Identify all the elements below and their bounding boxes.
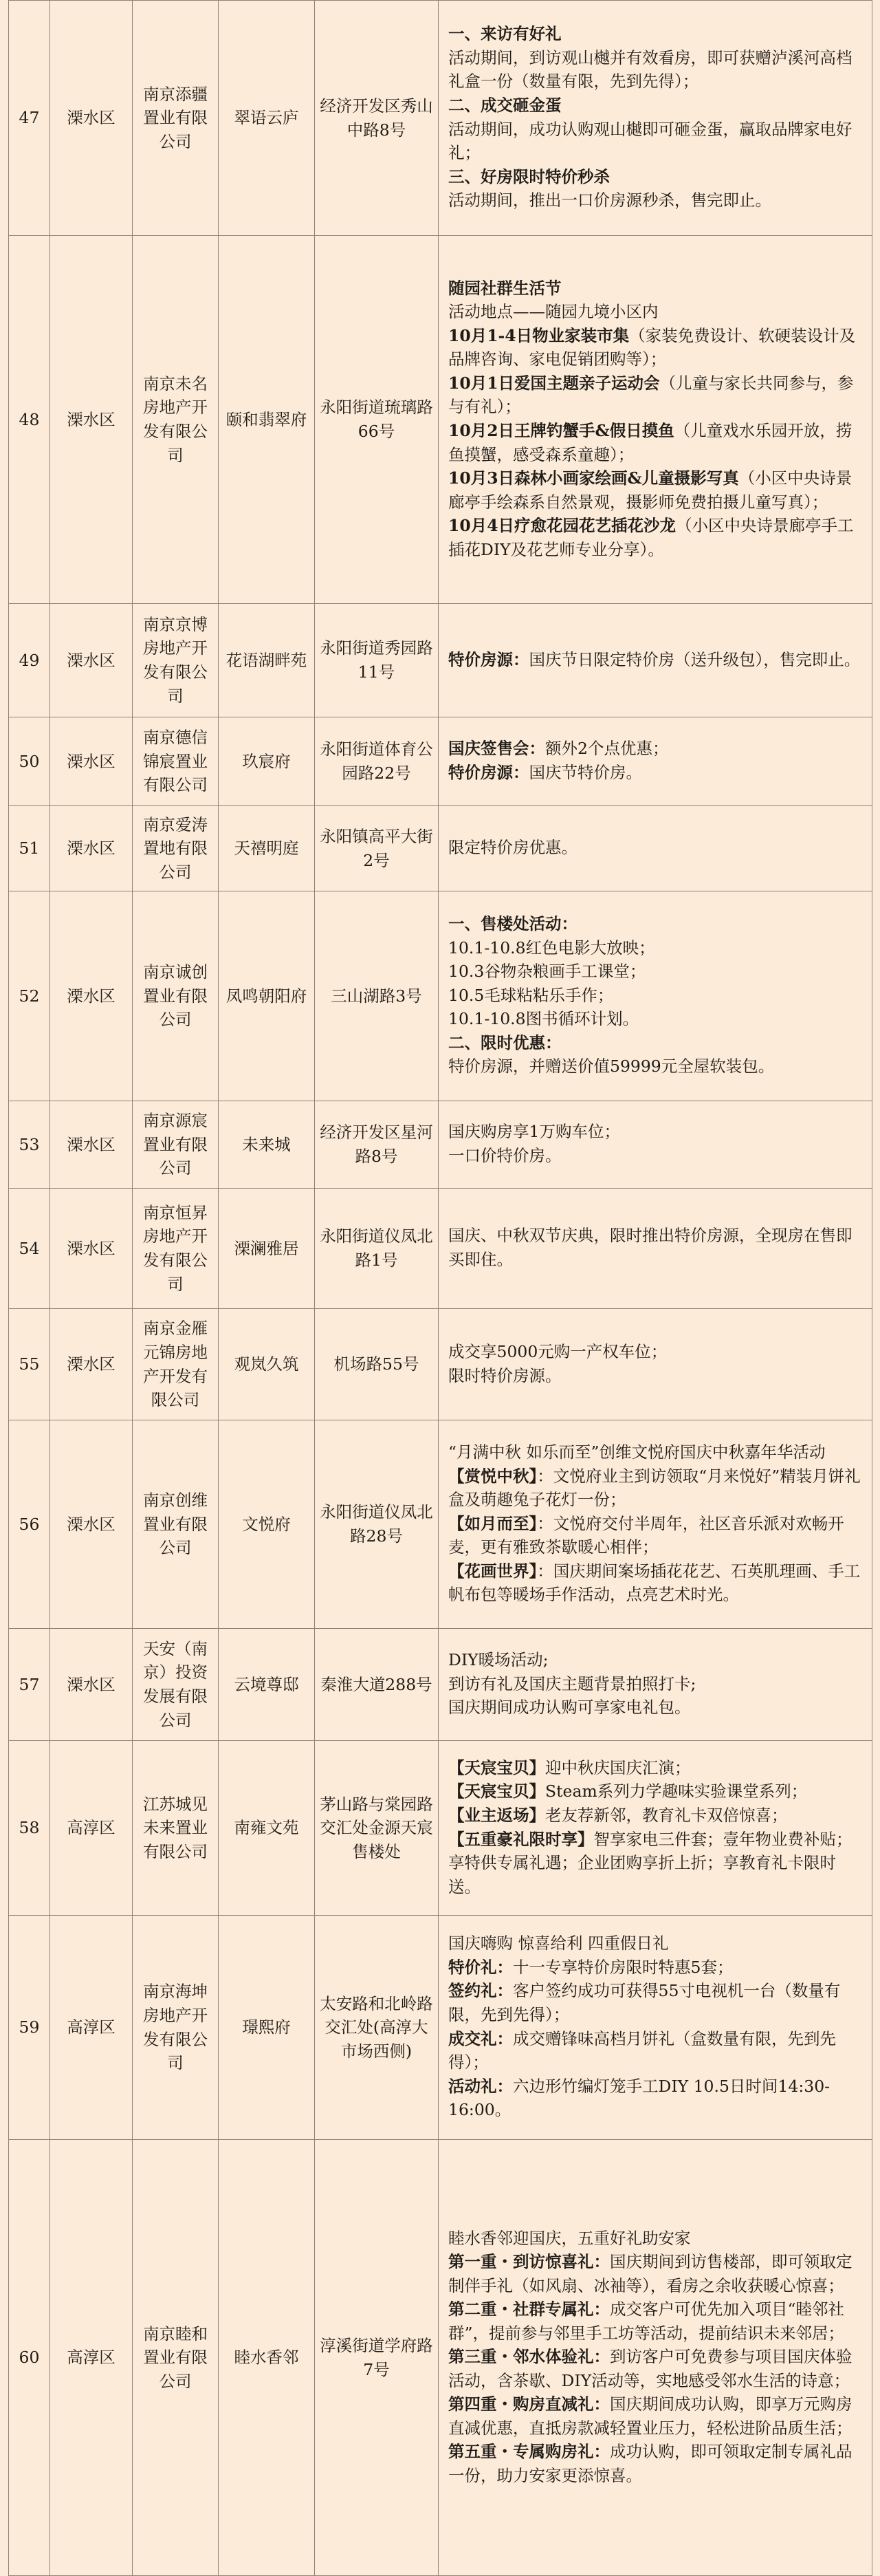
activity-text: Steam系列力学趣味实验课堂系列；	[545, 1782, 808, 1801]
activity-line	[448, 2297, 865, 2345]
company-cell: 南京海坤房地产开发有限公司	[133, 1916, 219, 2140]
activity-line	[448, 94, 865, 118]
activity-heading-text: 10月2日王牌钓蟹手&假日摸鱼	[448, 421, 674, 440]
activity-line	[448, 984, 865, 1008]
project-name-cell: 观岚久筑	[219, 1309, 315, 1420]
activity-text: （儿童戏水乐园开放，捞鱼摸蟹，感受森系童趣）；	[448, 421, 852, 464]
activity-content-cell	[439, 1629, 872, 1741]
activity-content-cell	[439, 236, 872, 604]
activity-line	[448, 1672, 865, 1696]
activity-line	[448, 1648, 865, 1672]
address-cell: 永阳街道体育公园路22号	[315, 717, 439, 806]
activity-heading-text: 活动礼：	[448, 2076, 513, 2096]
activity-line	[448, 1979, 865, 2026]
district-cell: 高淳区	[50, 2140, 133, 2576]
project-name-cell: 凤鸣朝阳府	[219, 891, 315, 1101]
activity-content-cell	[439, 1101, 872, 1189]
activity-text: 限时特价房源。	[448, 1365, 562, 1385]
activity-heading-text: 特价房源：	[448, 649, 529, 669]
activity-text: DIY暖场活动;	[448, 1650, 549, 1670]
activity-heading-text: 10月1日爱国主题亲子运动会	[448, 373, 660, 393]
activity-text: 10.3谷物杂粮画手工课堂；	[448, 962, 646, 982]
activity-text: 活动期间，到访观山樾并有效看房，即可获赠泸溪河高档礼盒一份（数量有限，先到先得）；	[448, 47, 852, 91]
activity-text: 老友荐新邻，教育礼卡双倍惊喜；	[545, 1805, 788, 1825]
activity-text: 活动期间，推出一口价房源秒杀，售完即止。	[448, 191, 771, 210]
activity-text: 国庆购房享1万购车位；	[448, 1122, 620, 1142]
activity-heading-text: 【如月而至】	[448, 1513, 538, 1533]
table-row	[9, 806, 872, 891]
activity-text: （小区中央诗景廊亭手工插花DIY及花艺师专业分享）。	[448, 516, 854, 559]
district-cell: 溧水区	[50, 717, 133, 806]
activity-content-cell	[439, 1741, 872, 1916]
district-cell: 溧水区	[50, 1420, 133, 1629]
activity-heading-text: 【五重豪礼限时享】	[448, 1829, 594, 1849]
activity-text: 活动地点——随园九境小区内	[448, 302, 659, 322]
activity-content-cell	[439, 604, 872, 717]
activity-text: 成交客户可优先加入项目“睦邻社群”，提前参与邻里手工坊等活动，提前结识未来邻居；	[448, 2299, 845, 2343]
activity-heading-text: 成交礼：	[448, 2028, 513, 2048]
district-cell: 溧水区	[50, 891, 133, 1101]
activity-text: 到访有礼及国庆主题背景拍照打卡;	[448, 1674, 696, 1693]
activity-table-sheet	[8, 0, 872, 2576]
activity-line	[448, 1364, 865, 1388]
row-number-cell: 53	[9, 1101, 50, 1189]
company-cell: 南京京博房地产开发有限公司	[133, 604, 219, 717]
company-cell: 南京睦和置业有限公司	[133, 2140, 219, 2576]
address-cell: 太安路和北岭路交汇处(高淳大市场西侧)	[315, 1916, 439, 2140]
activity-text: 限定特价房优惠。	[448, 838, 578, 858]
activity-text: 10.5毛球粘粘乐手作；	[448, 985, 614, 1005]
address-cell: 茅山路与棠园路交汇处金源天宸售楼处	[315, 1741, 439, 1916]
activity-text: ：国庆期间案场插花花艺、石英肌理画、手工帆布包等暖场手作活动，点亮艺术时光。	[448, 1561, 861, 1605]
activity-line	[448, 1031, 865, 1055]
table-row	[9, 717, 872, 806]
table-row	[9, 1, 872, 236]
project-name-cell: 天禧明庭	[219, 806, 315, 891]
activity-heading-text: 第二重・社群专属礼：	[448, 2299, 610, 2319]
table-row	[9, 1916, 872, 2140]
activity-content-cell	[439, 1, 872, 236]
activity-content-cell	[439, 1916, 872, 2140]
activity-line	[448, 1559, 865, 1607]
address-cell: 三山湖路3号	[315, 891, 439, 1101]
activity-text: 智享家电三件套；壹年物业费补贴；享特供专属礼遇；企业团购享折上折；享教育礼卡限时送。	[448, 1829, 852, 1896]
activity-heading-text: 【业主返场】	[448, 1805, 545, 1825]
activity-text: 一口价特价房。	[448, 1146, 562, 1165]
address-cell: 淳溪街道学府路7号	[315, 2140, 439, 2576]
activity-line	[448, 936, 865, 960]
row-number-cell: 60	[9, 2140, 50, 2576]
activity-line	[448, 1144, 865, 1168]
address-cell: 永阳街道琉璃路66号	[315, 236, 439, 604]
company-cell: 南京恒昇房地产开发有限公司	[133, 1189, 219, 1309]
table-row	[9, 236, 872, 604]
company-cell: 南京德信锦宸置业有限公司	[133, 717, 219, 806]
activity-heading-text: 第五重・专属购房礼：	[448, 2442, 610, 2462]
district-cell: 溧水区	[50, 1309, 133, 1420]
activity-line	[448, 514, 865, 561]
activity-table-body	[9, 1, 872, 2576]
row-number-cell: 49	[9, 604, 50, 717]
row-number-cell: 48	[9, 236, 50, 604]
table-row	[9, 1189, 872, 1309]
table-row	[9, 1420, 872, 1629]
company-cell: 南京金雁元锦房地产开发有限公司	[133, 1309, 219, 1420]
project-name-cell: 文悦府	[219, 1420, 315, 1629]
activity-heading-text: 第四重・购房直减礼：	[448, 2394, 610, 2414]
activity-line	[448, 165, 865, 189]
project-name-cell: 云境尊邸	[219, 1629, 315, 1741]
row-number-cell: 58	[9, 1741, 50, 1916]
activity-line	[448, 2250, 865, 2297]
activity-heading-text: 国庆签售会：	[448, 739, 545, 759]
activity-text: 国庆节日限定特价房（送升级包），售完即止。	[529, 649, 861, 669]
activity-line	[448, 300, 865, 324]
activity-line	[448, 46, 865, 94]
company-cell: 南京添疆置业有限公司	[133, 1, 219, 236]
table-row	[9, 891, 872, 1101]
row-number-cell: 51	[9, 806, 50, 891]
activity-line	[448, 277, 865, 301]
company-cell: 天安（南京）投资发展有限公司	[133, 1629, 219, 1741]
activity-line	[448, 2345, 865, 2392]
activity-table	[8, 0, 872, 2576]
project-name-cell: 玖宸府	[219, 717, 315, 806]
project-name-cell: 颐和翡翠府	[219, 236, 315, 604]
company-cell: 南京未名房地产开发有限公司	[133, 236, 219, 604]
activity-text: 特价房源，并赠送价值59999元全屋软装包。	[448, 1057, 775, 1076]
activity-line	[448, 2027, 865, 2075]
row-number-cell: 52	[9, 891, 50, 1101]
district-cell: 高淳区	[50, 1741, 133, 1916]
activity-heading-text: 二、限时优惠：	[448, 1032, 562, 1052]
activity-line	[448, 1120, 865, 1144]
activity-content-cell	[439, 1420, 872, 1629]
activity-line	[448, 22, 865, 46]
district-cell: 溧水区	[50, 1101, 133, 1189]
activity-line	[448, 836, 865, 860]
activity-heading-text: 【赏悦中秋】	[448, 1466, 538, 1486]
row-number-cell: 55	[9, 1309, 50, 1420]
address-cell: 秦淮大道288号	[315, 1629, 439, 1741]
company-cell: 南京爱涛置地有限公司	[133, 806, 219, 891]
project-name-cell: 溧澜雅居	[219, 1189, 315, 1309]
address-cell: 永阳街道仪凤北路1号	[315, 1189, 439, 1309]
activity-line	[448, 1440, 865, 1464]
activity-text: 国庆、中秋双节庆典，限时推出特价房源，全现房在售即买即住。	[448, 1226, 852, 1269]
activity-text: 国庆期间到访售楼部，即可领取定制伴手礼（如风扇、冰袖等），看房之余收获暖心惊喜；	[448, 2252, 852, 2295]
activity-line	[448, 737, 865, 761]
activity-line	[448, 371, 865, 419]
activity-heading-text: 三、好房限时特价秒杀	[448, 166, 610, 186]
activity-line	[448, 419, 865, 466]
activity-line	[448, 912, 865, 936]
activity-line	[448, 2392, 865, 2440]
activity-content-cell	[439, 891, 872, 1101]
activity-line	[448, 2227, 865, 2251]
row-number-cell: 50	[9, 717, 50, 806]
project-name-cell: 翠语云庐	[219, 1, 315, 236]
table-row	[9, 1629, 872, 1741]
district-cell: 溧水区	[50, 604, 133, 717]
activity-heading-text: 第三重・邻水体验礼：	[448, 2347, 610, 2367]
activity-line	[448, 648, 865, 672]
project-name-cell: 未来城	[219, 1101, 315, 1189]
activity-text: 迎中秋庆国庆汇演；	[545, 1757, 691, 1777]
activity-heading-text: 二、成交砸金蛋	[448, 95, 562, 115]
activity-line	[448, 1828, 865, 1899]
project-name-cell: 璟熙府	[219, 1916, 315, 2140]
activity-text: ：文悦府交付半周年，社区音乐派对欢畅开麦，更有雅致茶歇暖心相伴；	[448, 1513, 844, 1557]
activity-heading-text: 【天宸宝贝】	[448, 1782, 545, 1801]
district-cell: 溧水区	[50, 1, 133, 236]
district-cell: 溧水区	[50, 236, 133, 604]
address-cell: 永阳街道秀园路11号	[315, 604, 439, 717]
activity-text: ：文悦府业主到访领取“月来悦好”精装月饼礼盒及萌趣兔子花灯一份；	[448, 1466, 861, 1510]
row-number-cell: 54	[9, 1189, 50, 1309]
address-cell: 永阳镇高平大街2号	[315, 806, 439, 891]
activity-text: 六边形竹编灯笼手工DIY 10.5日时间14:30-16:00。	[448, 2076, 830, 2120]
activity-line	[448, 960, 865, 984]
activity-line	[448, 2075, 865, 2122]
activity-heading-text: 一、来访有好礼	[448, 24, 562, 44]
district-cell: 高淳区	[50, 1916, 133, 2140]
activity-heading-text: 10月1-4日物业家装市集	[448, 325, 630, 345]
activity-line	[448, 1931, 865, 1956]
activity-heading-text: 一、售楼处活动：	[448, 914, 578, 934]
activity-text: 成交赠锋味高档月饼礼（盒数量有限，先到先得）；	[448, 2028, 836, 2072]
address-cell: 经济开发区秀山中路8号	[315, 1, 439, 236]
address-cell: 永阳街道仪凤北路28号	[315, 1420, 439, 1629]
activity-heading-text: 10月4日疗愈花园花艺插花沙龙	[448, 516, 676, 536]
activity-text: 客户签约成功可获得55寸电视机一台（数量有限，先到先得）；	[448, 1981, 841, 2024]
project-name-cell: 花语湖畔苑	[219, 604, 315, 717]
activity-text: 睦水香邻迎国庆，五重好礼助安家	[448, 2228, 691, 2248]
activity-text: （儿童与家长共同参与，参与有礼）；	[448, 373, 854, 417]
activity-line	[448, 1007, 865, 1031]
activity-text: （小区中央诗景廊亭手绘森系自然景观，摄影师免费拍摄儿童写真）；	[448, 468, 852, 512]
activity-line	[448, 1804, 865, 1828]
activity-heading-text: 【花画世界】	[448, 1561, 538, 1581]
district-cell: 溧水区	[50, 1629, 133, 1741]
activity-line	[448, 188, 865, 213]
activity-line	[448, 1756, 865, 1780]
activity-line	[448, 1512, 865, 1559]
activity-text: 国庆节特价房。	[529, 763, 642, 782]
activity-text: 活动期间，成功认购观山樾即可砸金蛋，赢取品牌家电好礼；	[448, 119, 852, 163]
table-row	[9, 1741, 872, 1916]
row-number-cell: 47	[9, 1, 50, 236]
activity-line	[448, 1054, 865, 1079]
activity-text: 国庆期间成功认购，即享万元购房直减优惠，直抵房款减轻置业压力，轻松进阶品质生活；	[448, 2394, 852, 2438]
activity-text: 十一专享特价房限时特惠5套；	[513, 1957, 734, 1977]
activity-text: （家装免费设计、软硬装设计及品牌咨询、家电促销团购等）；	[448, 325, 856, 369]
project-name-cell: 南雍文苑	[219, 1741, 315, 1916]
row-number-cell: 57	[9, 1629, 50, 1741]
activity-text: 成交享5000元购一产权车位；	[448, 1341, 668, 1361]
activity-text: 国庆嗨购 惊喜给利 四重假日礼	[448, 1934, 669, 1953]
district-cell: 溧水区	[50, 1189, 133, 1309]
activity-text: “月满中秋 如乐而至”创维文悦府国庆中秋嘉年华活动	[448, 1442, 826, 1462]
activity-text: 成功认购，即可领取定制专属礼品一份，助力安家更添惊喜。	[448, 2442, 852, 2485]
activity-line	[448, 118, 865, 165]
company-cell: 江苏城见未来置业有限公司	[133, 1741, 219, 1916]
activity-content-cell	[439, 717, 872, 806]
company-cell: 南京源宸置业有限公司	[133, 1101, 219, 1189]
company-cell: 南京创维置业有限公司	[133, 1420, 219, 1629]
activity-line	[448, 466, 865, 514]
activity-line	[448, 1696, 865, 1720]
table-row	[9, 1309, 872, 1420]
activity-heading-text: 10月3日森林小画家绘画&儿童摄影写真	[448, 468, 739, 488]
activity-heading-text: 签约礼：	[448, 1981, 513, 2001]
address-cell: 机场路55号	[315, 1309, 439, 1420]
activity-line	[448, 2440, 865, 2487]
activity-line	[448, 1224, 865, 1271]
project-name-cell: 睦水香邻	[219, 2140, 315, 2576]
table-row	[9, 1101, 872, 1189]
activity-heading-text: 随园社群生活节	[448, 278, 562, 298]
row-number-cell: 56	[9, 1420, 50, 1629]
activity-content-cell	[439, 1309, 872, 1420]
activity-content-cell	[439, 2140, 872, 2576]
activity-heading-text: 特价礼：	[448, 1957, 513, 1977]
activity-line	[448, 1956, 865, 1980]
activity-content-cell	[439, 806, 872, 891]
activity-line	[448, 1779, 865, 1804]
address-cell: 经济开发区星河路8号	[315, 1101, 439, 1189]
company-cell: 南京诚创置业有限公司	[133, 891, 219, 1101]
activity-text: 10.1-10.8红色电影大放映；	[448, 938, 655, 957]
activity-heading-text: 【天宸宝贝】	[448, 1757, 545, 1777]
activity-line	[448, 761, 865, 785]
activity-text: 额外2个点优惠；	[545, 739, 669, 759]
activity-heading-text: 特价房源：	[448, 763, 529, 782]
activity-text: 到访客户可免费参与项目国庆体验活动，含茶歇、DIY活动等，实地感受邻水生活的诗意；	[448, 2347, 852, 2390]
activity-content-cell	[439, 1189, 872, 1309]
activity-line	[448, 1464, 865, 1512]
activity-text: 国庆期间成功认购可享家电礼包。	[448, 1698, 691, 1718]
district-cell: 溧水区	[50, 806, 133, 891]
table-row	[9, 2140, 872, 2576]
activity-heading-text: 第一重・到访惊喜礼：	[448, 2252, 610, 2272]
row-number-cell: 59	[9, 1916, 50, 2140]
table-row	[9, 604, 872, 717]
activity-line	[448, 324, 865, 371]
activity-line	[448, 1340, 865, 1364]
activity-text: 10.1-10.8图书循环计划。	[448, 1009, 639, 1029]
